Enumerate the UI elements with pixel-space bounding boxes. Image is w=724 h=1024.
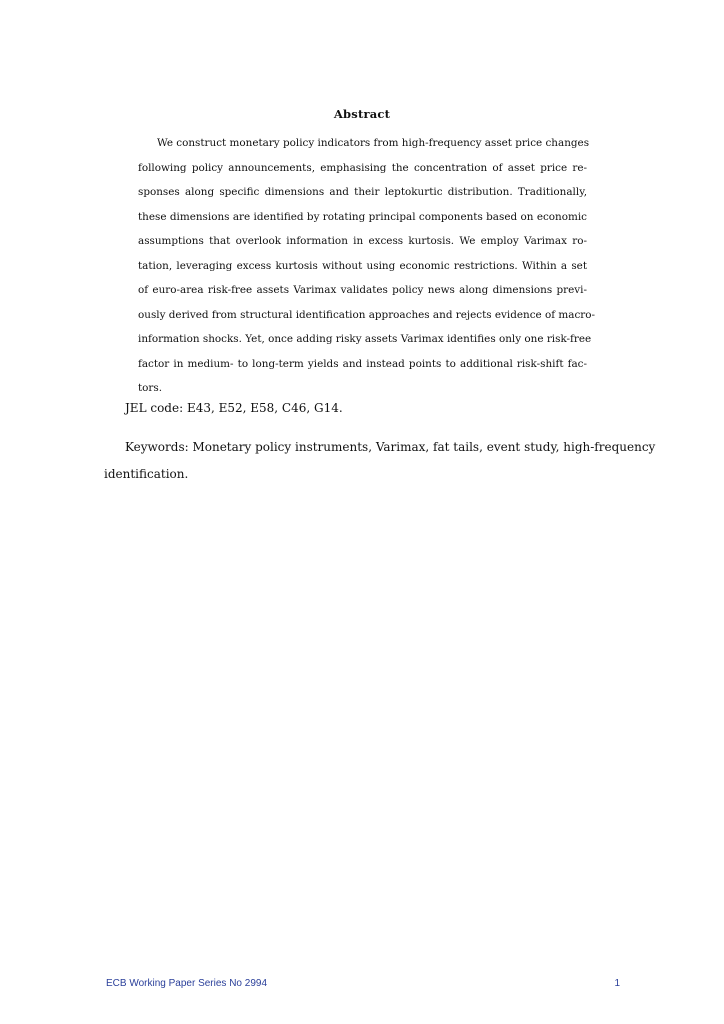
abstract-line: factor in medium- to long-term yields and instead points to additional risk-shift fac- (138, 357, 587, 370)
abstract-line: these dimensions are identified by rotating principal components based on economic (138, 210, 587, 223)
abstract-line: following policy announcements, emphasising the concentration of asset price re- (138, 161, 587, 174)
keywords-line: identification. (104, 467, 189, 481)
abstract-paragraph (138, 131, 595, 401)
footer-series-title: ECB Working Paper Series No 2994 (106, 978, 268, 989)
abstract-line: tors. (138, 382, 163, 394)
keywords-line: Keywords: Monetary policy instruments, Varimax, fat tails, event study, high-frequency (125, 440, 656, 454)
abstract-heading: Abstract (333, 107, 391, 121)
keywords-paragraph (104, 434, 656, 488)
abstract-line: assumptions that overlook information in excess kurtosis. We employ Varimax ro- (138, 235, 587, 247)
abstract-line: of euro-area risk-free assets Varimax validates policy news along dimensions previ- (138, 284, 587, 296)
abstract-line: sponses along specific dimensions and their leptokurtic distribution. Traditionally, (138, 186, 587, 198)
jel-codes: JEL code: E43, E52, E58, C46, G14. (125, 401, 343, 415)
abstract-line: We construct monetary policy indicators from high-frequency asset price changes (157, 137, 590, 149)
abstract-line: tation, leveraging excess kurtosis without using economic restrictions. Within a set (138, 259, 587, 272)
page-number: 1 (614, 978, 620, 989)
abstract-line: ously derived from structural identification approaches and rejects evidence of macro- (138, 308, 595, 321)
abstract-line: information shocks. Yet, once adding risky assets Varimax identifies only one risk-free (138, 333, 592, 345)
